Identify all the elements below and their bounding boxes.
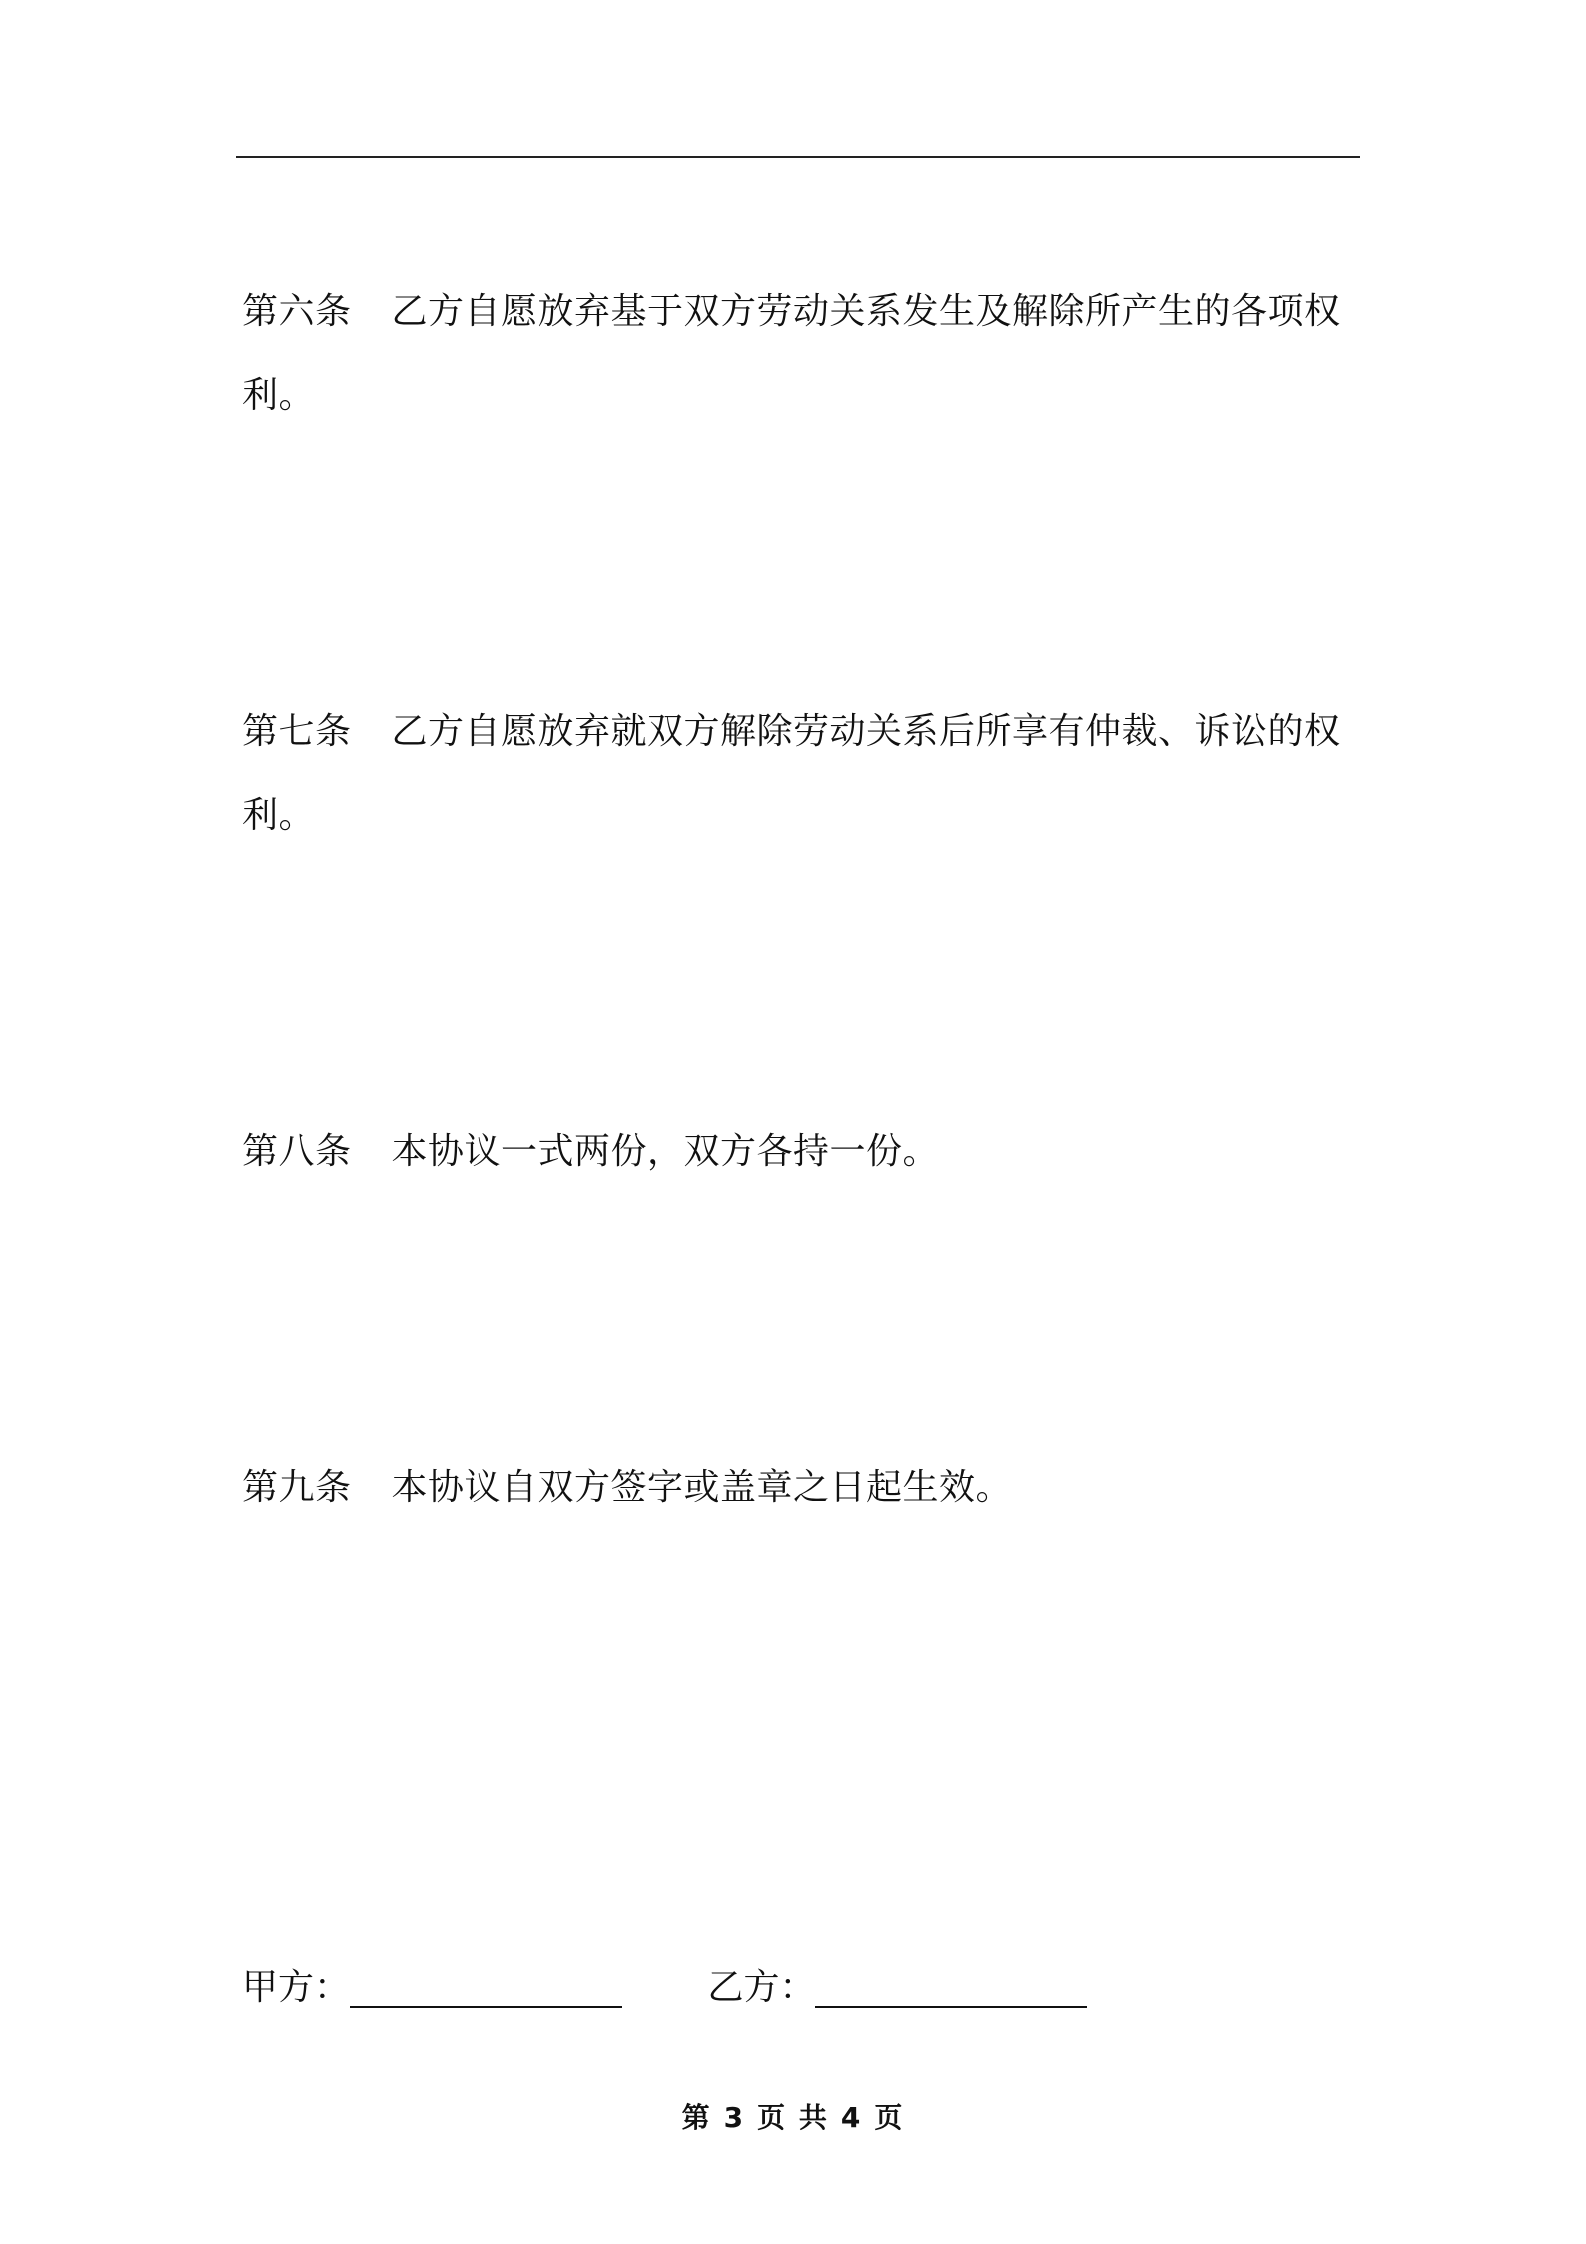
party-b-signature-line[interactable] (815, 1960, 1087, 2008)
total-page-number: 4 (840, 2101, 863, 2134)
party-b-signature (707, 1958, 1087, 2018)
article-number: 第七条 (242, 711, 352, 752)
article-9 (242, 1446, 1362, 1530)
article-text: 乙方自愿放弃就双方解除劳动关系后所享有仲裁、诉讼的权利。 (242, 711, 1341, 836)
party-b-label: 乙方： (707, 1967, 816, 2008)
footer-suffix: 页 (874, 2101, 905, 2134)
party-a-signature (242, 1958, 622, 2018)
article-text: 本协议一式两份，双方各持一份。 (391, 1131, 940, 1172)
footer-prefix: 第 (681, 2101, 712, 2134)
article-number: 第八条 (242, 1131, 352, 1172)
header-rule (236, 156, 1360, 158)
article-number: 第九条 (242, 1467, 352, 1508)
article-text: 乙方自愿放弃基于双方劳动关系发生及解除所产生的各项权利。 (242, 291, 1341, 416)
current-page-number: 3 (723, 2101, 746, 2134)
signature-row (242, 1958, 1087, 2018)
page-footer (0, 2096, 1586, 2136)
party-a-label: 甲方： (242, 1967, 351, 2008)
article-number: 第六条 (242, 291, 352, 332)
party-a-signature-line[interactable] (350, 1960, 622, 2008)
article-8 (242, 1110, 1362, 1194)
article-text: 本协议自双方签字或盖章之日起生效。 (391, 1467, 1013, 1508)
footer-mid: 页 共 (757, 2101, 829, 2134)
article-7 (242, 690, 1362, 858)
article-6 (242, 270, 1362, 438)
